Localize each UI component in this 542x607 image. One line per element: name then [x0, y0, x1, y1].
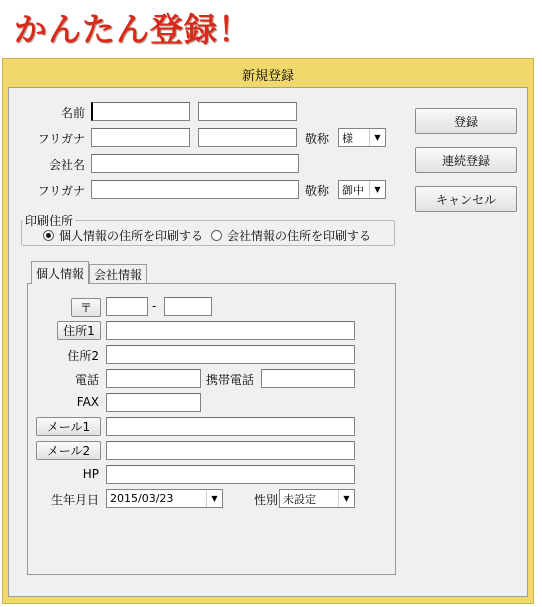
- gender-label: 性別: [254, 493, 279, 507]
- zip-second-input[interactable]: [164, 297, 212, 316]
- dialog-body: [8, 87, 528, 597]
- radio-personal-label: 個人情報の住所を印刷する: [59, 229, 204, 243]
- fax-input[interactable]: [106, 393, 201, 412]
- radio-company-label: 会社情報の住所を印刷する: [227, 229, 372, 243]
- phone-input[interactable]: [106, 369, 201, 388]
- zip-dash: -: [152, 299, 157, 313]
- first-name-input[interactable]: [198, 102, 297, 121]
- mail1-button[interactable]: メール1: [36, 417, 101, 436]
- continuous-register-button[interactable]: 連続登録: [415, 147, 517, 173]
- cancel-button[interactable]: キャンセル: [415, 186, 517, 212]
- radio-company-address[interactable]: [211, 227, 371, 244]
- company-honorific-value: 御中: [342, 183, 364, 197]
- address2-input[interactable]: [106, 345, 355, 364]
- chevron-down-icon[interactable]: ▼: [206, 490, 222, 507]
- company-kana-input[interactable]: [91, 180, 299, 199]
- mobile-label: 携帯電話: [206, 373, 255, 387]
- chevron-down-icon[interactable]: ▼: [369, 129, 385, 146]
- company-honorific-select[interactable]: [338, 180, 386, 199]
- furigana-label: フリガナ: [37, 132, 85, 146]
- birthday-label: 生年月日: [50, 493, 99, 507]
- radio-icon[interactable]: [43, 230, 54, 241]
- hp-label: HP: [82, 467, 99, 481]
- gender-select[interactable]: [279, 489, 355, 508]
- mail1-input[interactable]: [106, 417, 355, 436]
- last-kana-input[interactable]: [91, 128, 190, 147]
- first-kana-input[interactable]: [198, 128, 297, 147]
- honorific-value: 様: [342, 131, 353, 145]
- name-label: 名前: [60, 106, 85, 120]
- fax-label: FAX: [76, 395, 99, 409]
- banner-title: かんたん登録！: [14, 10, 252, 49]
- mail2-button[interactable]: メール2: [36, 441, 101, 460]
- last-name-input[interactable]: [91, 102, 190, 121]
- zip-first-input[interactable]: [106, 297, 148, 316]
- company-furigana-label: フリガナ: [37, 184, 85, 198]
- tab-company[interactable]: 会社情報: [89, 264, 147, 283]
- honorific-label: 敬称: [305, 132, 330, 146]
- tab-personal[interactable]: 個人情報: [31, 261, 89, 284]
- address2-label: 住所2: [67, 349, 99, 363]
- window-title: 新規登録: [241, 69, 294, 84]
- radio-personal-address[interactable]: [43, 227, 203, 244]
- print-address-label: 印刷住所: [25, 214, 74, 228]
- birthday-value: 2015/03/23: [110, 492, 174, 505]
- zip-button[interactable]: 〒: [71, 298, 101, 317]
- company-honorific-label: 敬称: [305, 184, 330, 198]
- registration-window: [2, 58, 534, 604]
- chevron-down-icon[interactable]: ▼: [369, 181, 385, 198]
- company-name-input[interactable]: [91, 154, 299, 173]
- honorific-select[interactable]: [338, 128, 386, 147]
- gender-value: 未設定: [283, 492, 316, 506]
- chevron-down-icon[interactable]: ▼: [338, 490, 354, 507]
- address1-button[interactable]: 住所1: [57, 321, 101, 340]
- birthday-picker[interactable]: [106, 489, 223, 508]
- register-button[interactable]: 登録: [415, 108, 517, 134]
- company-label: 会社名: [48, 158, 85, 172]
- address1-input[interactable]: [106, 321, 355, 340]
- radio-icon[interactable]: [211, 230, 222, 241]
- mail2-input[interactable]: [106, 441, 355, 460]
- hp-input[interactable]: [106, 465, 355, 484]
- mobile-input[interactable]: [261, 369, 355, 388]
- phone-label: 電話: [74, 373, 99, 387]
